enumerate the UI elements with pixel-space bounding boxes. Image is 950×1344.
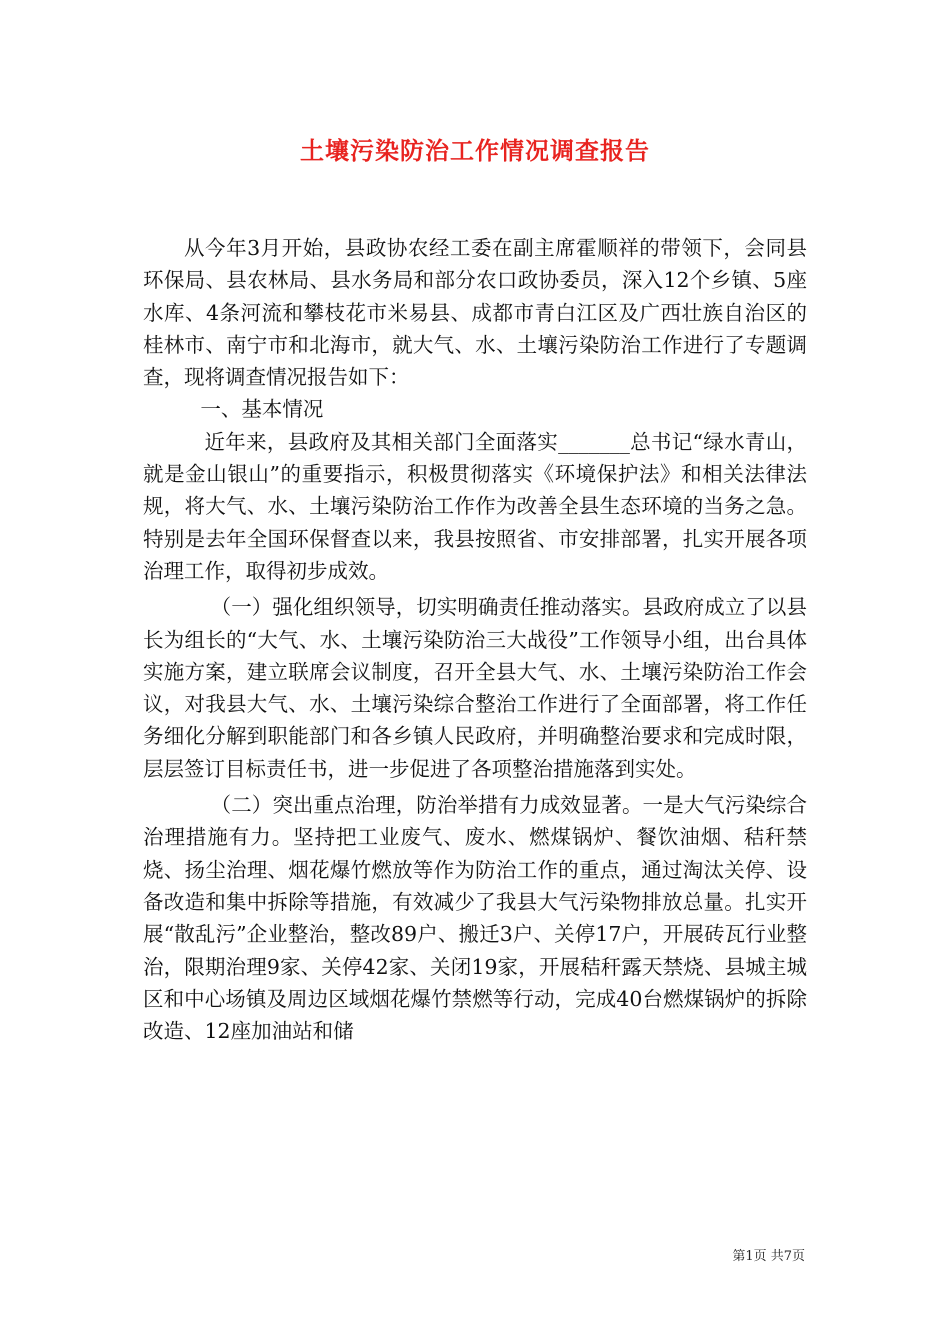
document-title: 土壤污染防治工作情况调查报告 (300, 136, 650, 165)
paragraph-subsection-2: （二）突出重点治理，防治举措有力成效显著。一是大气污染综合治理措施有力。坚持把工业废气、废水、燃煤锅炉、餐饮油烟、秸秆禁烧、扬尘治理、烟花爆竹燃放等作为防治工作的重点，通过淘汰关停、设备改造和集中拆除等措施，有效减少了我县大气污染物排放总量。扎实开展“散乱污”企业整治，整改89户、搬迁3户、关停17户，开展砖瓦行业整治，限期治理9家、关停42家、关闭19家，开展秸秆露天禁烧、县城主城区和中心场镇及周边区域烟花爆竹禁燃等行动，完成40台燃煤锅炉的拆除改造、12座加油站和储 (143, 793, 807, 1044)
paragraph-overview: 近年来，县政府及其相关部门全面落实_______总书记“绿水青山，就是金山银山”的重要指示，积极贯彻落实《环境保护法》和相关法律法规，将大气、水、土壤污染防治工作作为改善全县生态环境的当务之急。特别是去年全国环保督查以来，我县按照省、市安排部署，扎实开展各项治理工作，取得初步成效。 (143, 429, 807, 583)
document-body (143, 232, 807, 1047)
paragraph-intro: 从今年3月开始，县政协农经工委在副主席霍顺祥的带领下，会同县环保局、县农林局、县水务局和部分农口政协委员，深入12个乡镇、5座水库、4条河流和攀枝花市米易县、成都市青白江区及广西壮族自治区的桂林市、南宁市和北海市，就大气、水、土壤污染防治工作进行了专题调查，现将调查情况报告如下： (143, 236, 807, 390)
page-number-footer: 第1页 共7页 (732, 1249, 805, 1264)
paragraph-subsection-1: （一）强化组织领导，切实明确责任推动落实。县政府成立了以县长为组长的“大气、水、土壤污染防治三大战役”工作领导小组，出台具体实施方案，建立联席会议制度，召开全县大气、水、土壤污染防治工作会议，对我县大气、水、土壤污染综合整治工作进行了全面部署，将工作任务细化分解到职能部门和各乡镇人民政府，并明确整治要求和完成时限，层层签订目标责任书，进一步促进了各项整治措施落到实处。 (143, 595, 807, 781)
section-heading: 一、基本情况 (200, 397, 324, 422)
